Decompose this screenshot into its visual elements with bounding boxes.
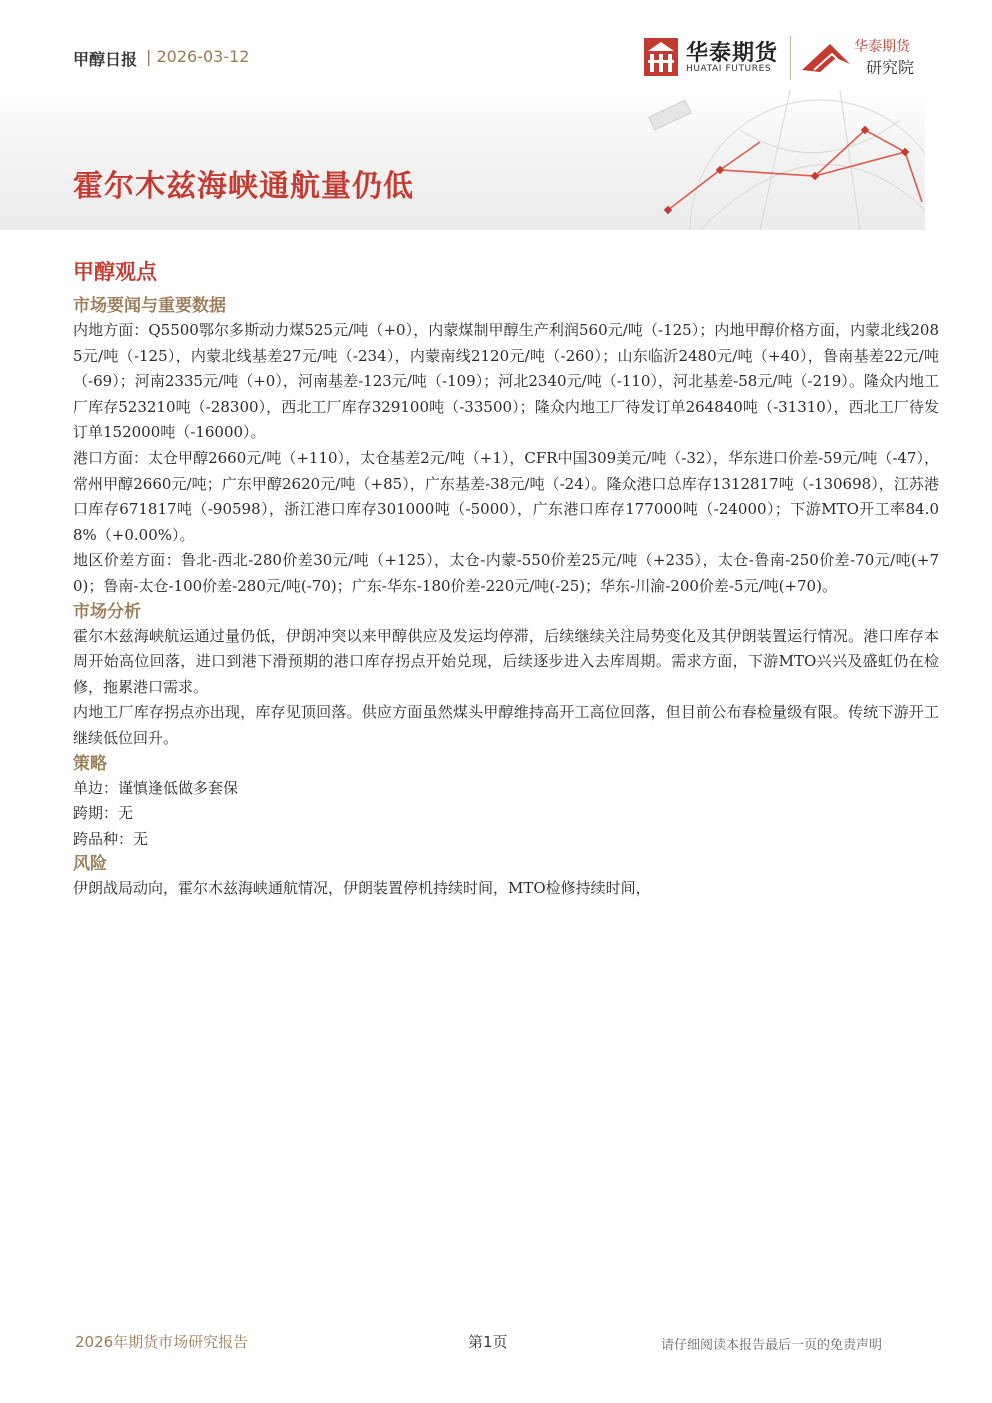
report-type: 甲醇日报 xyxy=(73,50,138,69)
research-institute-logo-icon xyxy=(800,40,852,76)
news-paragraph-port: 港口方面：太仓甲醇2660元/吨（+110），太仓基差2元/吨（+1），CFR中国309美元/吨（-32），华东进口价差-59元/吨（-47），常州甲醇2660元/吨；广东甲醇2620元/吨（+85），广东基差-38元/吨（-24）。隆众港口总库存1312817吨（-130698），江苏港口库存671817吨（-90598），浙江港口库存301000吨（-5000），广东港口库存177000吨（-24000）；下游MTO开工率84.08%（+0.00%）。 xyxy=(73,448,939,544)
logo-name-en: HUATAI FUTURES xyxy=(686,64,772,74)
analysis-paragraph: 内地工厂库存拐点亦出现，库存见顶回落。供应方面虽然煤头甲醇维持高开工高位回落，但目前公布春检量级有限。传统下游开工继续低位回升。 xyxy=(73,703,939,747)
strategy-item: 跨期：无 xyxy=(73,804,134,823)
report-title: 霍尔木兹海峡通航量仍低 xyxy=(73,169,414,204)
news-heading: 市场要闻与重要数据 xyxy=(73,296,226,316)
title-banner xyxy=(0,90,925,230)
news-paragraph-inland: 内地方面：Q5500鄂尔多斯动力煤525元/吨（+0），内蒙煤制甲醇生产利润560元/吨（-125）；内地甲醇价格方面，内蒙北线2085元/吨（-125），内蒙北线基差27元/吨（-234），内蒙南线2120元/吨（-260）；山东临沂2480元/吨（+40），鲁南基差22元/吨（-69）；河南2335元/吨（+0），河南基差-123元/吨（-109）；河北2340元/吨（-110），河北基差-58元/吨（-219）。隆众内地工厂库存523210吨（-28300），西北工厂库存329100吨（-33500）；隆众内地工厂待发订单264840吨（-31310），西北工厂待发订单152000吨（-16000）。 xyxy=(73,321,939,442)
view-heading: 甲醇观点 xyxy=(73,260,157,284)
news-paragraph-spread: 地区价差方面：鲁北-西北-280价差30元/吨（+125），太仓-内蒙-550价差25元/吨（+235），太仓-鲁南-250价差-70元/吨(+70)；鲁南-太仓-100价差-280元/吨(-70)；广东-华东-180价差-220元/吨(-25)；华东-川渝-200价差-5元/吨(+70)。 xyxy=(73,551,939,595)
network-globe-graphic xyxy=(560,90,925,230)
page-footer xyxy=(0,1325,992,1365)
logo-divider xyxy=(790,36,791,80)
strategy-heading: 策略 xyxy=(73,753,107,774)
company-logo xyxy=(640,36,930,84)
huatai-logo-icon xyxy=(644,38,678,76)
strategy-item: 跨品种：无 xyxy=(73,829,149,848)
institute-name: 华泰期货 xyxy=(854,39,910,55)
page-number: 第1页 xyxy=(468,1333,508,1351)
footer-report-name: 2026年期货市场研究报告 xyxy=(75,1333,249,1351)
analysis-heading: 市场分析 xyxy=(73,601,141,622)
page-header xyxy=(0,0,992,90)
logo-name-cn: 华泰期货 xyxy=(686,41,779,66)
risk-heading: 风险 xyxy=(73,854,107,875)
report-body xyxy=(73,258,939,902)
risk-text: 伊朗战局动向，霍尔木兹海峡通航情况，伊朗装置停机持续时间，MTO检修持续时间， xyxy=(73,879,651,898)
analysis-paragraph: 霍尔木兹海峡航运通过量仍低，伊朗冲突以来甲醇供应及发运均停滞，后续继续关注局势变化及其伊朗装置运行情况。港口库存本周开始高位回落，进口到港下滑预期的港口库存拐点开始兑现，后续逐步进入去库周期。需求方面，下游MTO兴兴及盛虹仍在检修，拖累港口需求。 xyxy=(73,626,939,696)
disclaimer-notice: 请仔细阅读本报告最后一页的免责声明 xyxy=(661,1338,883,1353)
report-date: | 2026-03-12 xyxy=(146,47,250,66)
strategy-item: 单边：谨慎逢低做多套保 xyxy=(73,778,239,797)
institute-sub: 研究院 xyxy=(866,58,915,77)
